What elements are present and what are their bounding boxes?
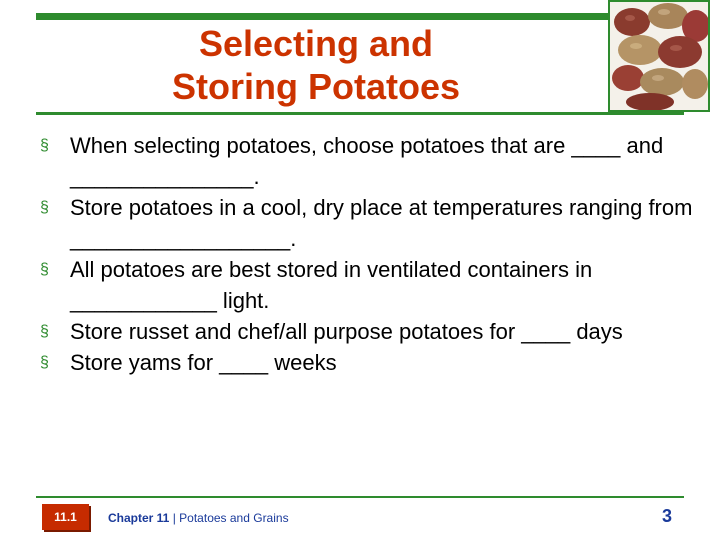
- bullet-text: Store yams for ____ weeks: [70, 350, 337, 375]
- bullet-text: All potatoes are best stored in ventilated containers in ____________ light.: [70, 257, 593, 313]
- bullet-item: [40, 316, 700, 347]
- bullet-marker-icon: §: [40, 199, 49, 216]
- bullet-item: [40, 254, 700, 316]
- bullet-marker-icon: §: [40, 261, 49, 278]
- chapter-label: Chapter 11: [108, 511, 170, 525]
- top-accent-bar: [36, 13, 612, 20]
- potatoes-photo-icon: [608, 0, 710, 112]
- footer-divider: [36, 496, 684, 498]
- page-number: 3: [662, 506, 673, 526]
- bullet-list: [40, 130, 700, 378]
- bullet-marker-icon: §: [40, 137, 49, 154]
- bullet-text: Store potatoes in a cool, dry place at temperatures ranging from __________________.: [70, 195, 693, 251]
- title-line-1: Selecting and: [198, 23, 434, 64]
- bullet-marker-icon: §: [40, 354, 49, 371]
- slide-title: [36, 22, 596, 108]
- title-line-2: Storing Potatoes: [171, 66, 461, 107]
- bullet-marker-icon: §: [40, 323, 49, 340]
- chapter-caption: [108, 511, 289, 525]
- chapter-separator: |: [172, 511, 176, 525]
- chapter-title: Potatoes and Grains: [179, 511, 289, 525]
- bullet-text: Store russet and chef/all purpose potatoes for ____ days: [70, 319, 623, 344]
- title-divider: [36, 112, 684, 115]
- bullet-item: [40, 130, 700, 192]
- section-badge: 11.1: [42, 504, 89, 530]
- bullet-text: When selecting potatoes, choose potatoes that are ____ and _______________.: [70, 133, 664, 189]
- bullet-item: [40, 347, 700, 378]
- bullet-item: [40, 192, 700, 254]
- potatoes-illustration: [610, 2, 708, 110]
